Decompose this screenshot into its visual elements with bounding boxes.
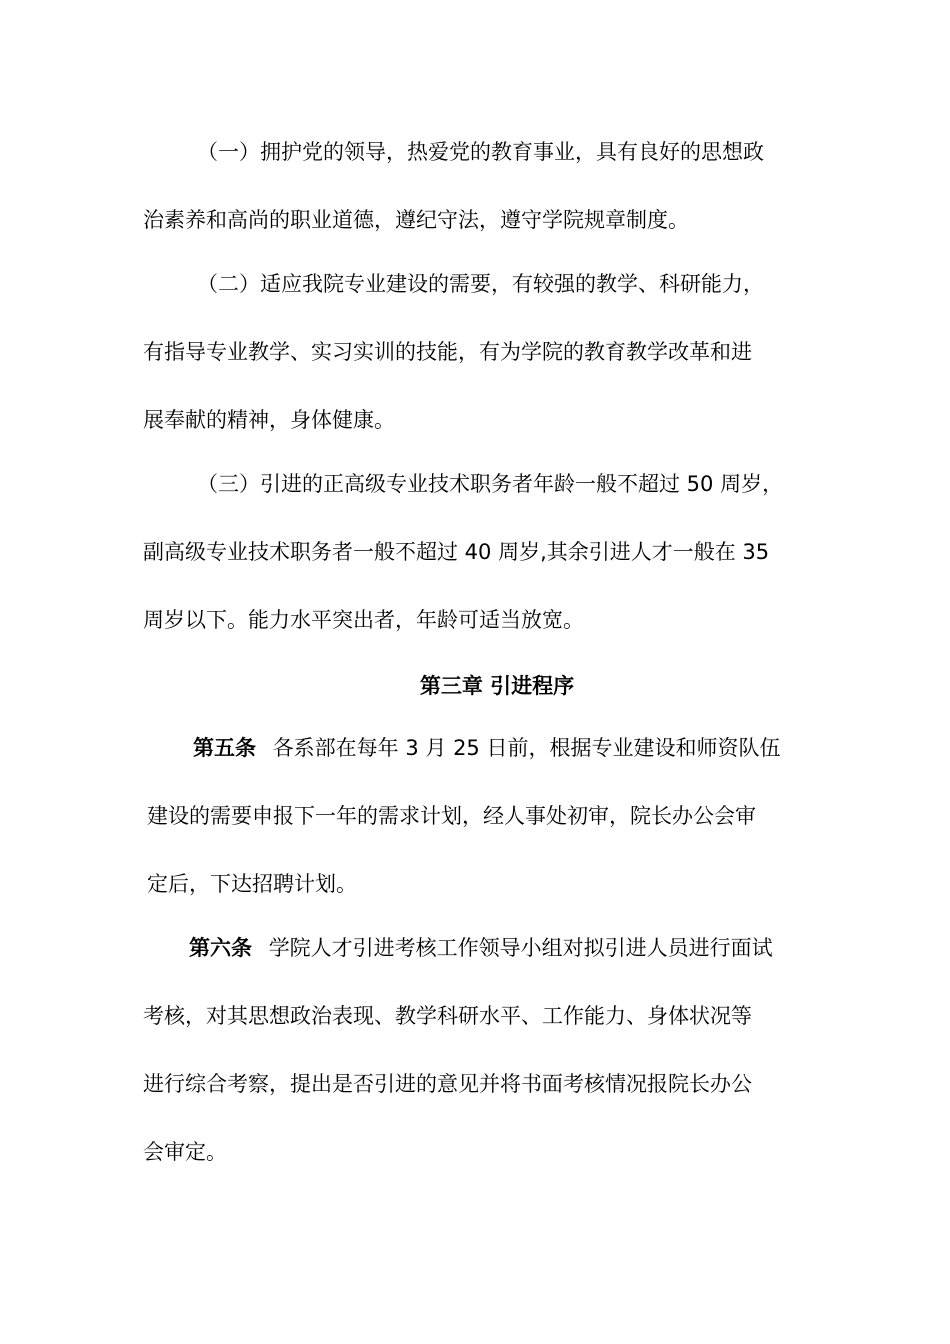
article-5-line-1 xyxy=(193,734,780,762)
para-3-line-2: 副高级专业技术职务者一般不超过 40 周岁,其余引进人才一般在 35 xyxy=(143,540,770,564)
para-2-line-3: 展奉献的精神，身体健康。 xyxy=(143,408,395,432)
para-3-line-3: 周岁以下。能力水平突出者，年龄可适当放宽。 xyxy=(143,608,584,632)
para-2-line-1: （二）适应我院专业建设的需要，有较强的教学、科研能力， xyxy=(197,272,764,296)
article-6-line-3: 进行综合考察，提出是否引进的意见并将书面考核情况报院长办公 xyxy=(143,1072,752,1096)
article-5-text: 各系部在每年 3 月 25 日前，根据专业建设和师资队伍 xyxy=(272,736,781,760)
article-6-line-1 xyxy=(189,934,773,962)
article-6-text: 学院人才引进考核工作领导小组对拟引进人员进行面试 xyxy=(268,936,773,960)
para-1-line-1: （一）拥护党的领导，热爱党的教育事业，具有良好的思想政 xyxy=(197,140,764,164)
para-2-line-2: 有指导专业教学、实习实训的技能，有为学院的教育教学改革和进 xyxy=(143,340,752,364)
article-5-label: 第五条 xyxy=(193,736,256,760)
article-6-line-4: 会审定。 xyxy=(143,1140,227,1164)
article-5-line-3: 定后，下达招聘计划。 xyxy=(147,872,357,896)
article-5-line-2: 建设的需要申报下一年的需求计划，经人事处初审，院长办公会审 xyxy=(147,804,756,828)
chapter-heading: 第三章 引进程序 xyxy=(419,674,575,698)
article-6-line-2: 考核，对其思想政治表现、教学科研水平、工作能力、身体状况等 xyxy=(143,1004,752,1028)
para-1-line-2: 治素养和高尚的职业道德，遵纪守法，遵守学院规章制度。 xyxy=(143,208,689,232)
para-3-line-1: （三）引进的正高级专业技术职务者年龄一般不超过 50 周岁， xyxy=(197,472,784,496)
article-6-label: 第六条 xyxy=(189,936,252,960)
